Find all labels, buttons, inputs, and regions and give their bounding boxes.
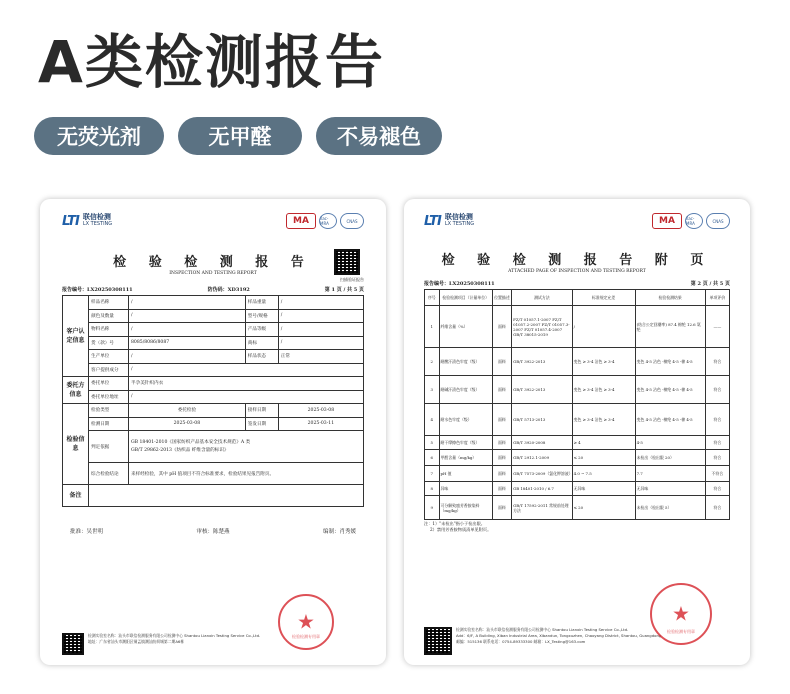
cell-pos: 面料: [492, 466, 511, 482]
footer-line: 检测实验室名称：汕头市联信检测服务有限公司检测中心 Shantou Lianxin Testing Service Co.,Ltd.: [88, 633, 261, 638]
row-label: 签发日期: [245, 417, 278, 431]
cell-method: GB 18401-2010 / 6.7: [512, 482, 573, 496]
row-value: /: [129, 350, 246, 364]
cell-method: GB/T 5713-2013: [512, 404, 573, 436]
cell-method: GB/T 7573-2009（氯化钾溶液）: [512, 466, 573, 482]
cell-std: ≥ 4: [572, 436, 635, 450]
table-row: [63, 390, 364, 404]
cell-std: 4.0 ~ 7.5: [572, 466, 635, 482]
table-row: [63, 363, 364, 377]
report-info-table: [62, 295, 364, 507]
logo-en: LX TESTING: [444, 221, 475, 227]
table-row: [63, 323, 364, 337]
cma-mark-icon: MA: [286, 213, 316, 229]
conclusion-text: 来样经检验，其中 pH 值项目不符合标准要求，检验结果见报告附页。: [129, 463, 364, 485]
row-value: 委托检验: [129, 404, 246, 418]
tag-no-fluorescent: 无荧光剂: [34, 117, 164, 155]
row-value: [129, 431, 364, 463]
table-row: [63, 463, 364, 485]
cell-result: 变色 4-5 沾色 -棉纶 4-5 -棉 4-5: [635, 404, 705, 436]
cell-no: 8: [425, 482, 440, 496]
row-label: 物料名称: [89, 323, 129, 337]
note-line: 2）禁用芳香胺物质清单见附页。: [430, 527, 492, 532]
cell-eval: 符合: [705, 436, 729, 450]
footer-qr-icon: [62, 633, 84, 655]
ilac-mark-icon: ilac-MRA: [319, 213, 337, 229]
cell-std: ≤ 20: [572, 450, 635, 466]
column-header: 检验检测项目（计量单位）: [439, 290, 492, 306]
anti-fake-code: 防伪码：XD3192: [207, 287, 250, 293]
logo-en: LX TESTING: [82, 221, 113, 227]
cell-pos: 面料: [492, 348, 511, 376]
group-entrust: 委托方信息: [63, 377, 89, 404]
qr-code-icon: [334, 249, 360, 275]
row-value: /: [278, 309, 363, 323]
cell-result: 4-5: [635, 436, 705, 450]
cell-method: GB/T 2912.1-2009: [512, 450, 573, 466]
table-header-row: [425, 290, 730, 306]
row-value: 半孕美针织内衣: [129, 377, 364, 391]
page-number: 第 2 页 / 共 5 页: [690, 281, 730, 287]
row-label: 货（款）号: [89, 336, 129, 350]
cell-eval: 符合: [705, 404, 729, 436]
cell-no: 2: [425, 348, 440, 376]
attachment-header: [424, 209, 730, 233]
row-label: 综合检验结论: [89, 463, 129, 485]
cell-result: 无异味: [635, 482, 705, 496]
editor: [323, 527, 356, 535]
column-header: 测试方法: [512, 290, 573, 306]
cnas-mark-icon: CNAS: [706, 213, 730, 229]
company-logo: [62, 214, 112, 229]
column-header: 单项评价: [705, 290, 729, 306]
cell-method: GB/T 3920-2008: [512, 436, 573, 450]
approver-label: 批准：吴世明: [70, 529, 104, 535]
table-row: [63, 417, 364, 431]
reviewer-label: 审核：陈楚燕: [196, 529, 230, 535]
seal-text: 检验检测专用章: [292, 634, 320, 639]
table-row: [425, 482, 730, 496]
basis-line: GB/T 29862-2013《纺织品 纤维含量的标识》: [131, 447, 229, 453]
cell-item: 纤维含量（%）: [439, 306, 492, 348]
row-value: 2025-03-11: [278, 417, 363, 431]
attachment-table: [424, 289, 730, 520]
cell-item: 耐碱汗渍色牢度（级）: [439, 376, 492, 404]
report-number: 报告编号：LX20250308111: [62, 287, 133, 293]
company-logo: [424, 214, 474, 229]
cell-eval: ——: [705, 306, 729, 348]
cell-pos: 面料: [492, 450, 511, 466]
row-label: 接样日期: [245, 404, 278, 418]
cell-method: GB/T 3922-2013: [512, 348, 573, 376]
cell-no: 1: [425, 306, 440, 348]
report-title: 检 验 检 测 报 告: [113, 255, 313, 270]
signature-row: [62, 527, 364, 535]
cell-result: 变色 4-5 沾色 -棉纶 4-5 -棉 4-5: [635, 376, 705, 404]
report-subtitle: INSPECTION AND TESTING REPORT: [169, 271, 257, 276]
attachment-title: 检 验 检 测 报 告 附 页: [441, 253, 713, 268]
seal-text: 检验检测专用章: [667, 629, 695, 634]
cell-pos: 面料: [492, 482, 511, 496]
cell-pos: 面料: [492, 496, 511, 520]
table-row: [63, 404, 364, 418]
basis-line: GB 18401-2010《国家纺织产品基本安全技术规范》A 类: [131, 439, 251, 445]
column-header: 检验检测结果: [635, 290, 705, 306]
report-number: 报告编号：LX20250308111: [424, 281, 495, 287]
row-label: 委托单位地址: [89, 390, 129, 404]
column-header: 位置描述: [492, 290, 511, 306]
official-seal-icon: [650, 583, 712, 645]
table-row: [63, 336, 364, 350]
row-label: 检测日期: [89, 417, 129, 431]
cma-mark-icon: MA: [652, 213, 682, 229]
row-label: 商标: [245, 336, 278, 350]
row-value: /: [278, 296, 363, 310]
reviewer: [196, 527, 229, 535]
table-row: [425, 404, 730, 436]
note-line: 注：1）"未检出"指小于检出限。: [424, 521, 485, 526]
row-label: 生产单位: [89, 350, 129, 364]
footer-line: 邮编：515136 联系电话：0754-89333300 邮箱：LX_Testing@163.com: [456, 639, 586, 644]
row-value: /: [129, 323, 246, 337]
cell-item: pH 值: [439, 466, 492, 482]
table-row: [425, 306, 730, 348]
cell-result: (结合公定回潮率) 87.4 棉纶 12.6 氨纶: [635, 306, 705, 348]
footer-line: Add：6/F, A Building, Xiban Industrial Area, Xibandun, Tongxuzhen, Chaoyang District, Shantou, Guangdong: [456, 633, 662, 638]
footer-line: 检测实验室名称：汕头市联信检测服务有限公司检测中心 Shantou Lianxin Testing Service Co.,Ltd.: [456, 627, 629, 632]
cell-no: 7: [425, 466, 440, 482]
cell-no: 9: [425, 496, 440, 520]
table-notes: [424, 521, 730, 533]
cell-item: 耐干摩擦色牢度（级）: [439, 436, 492, 450]
official-seal-icon: [278, 594, 334, 650]
table-row: [425, 376, 730, 404]
cell-method: FZ/T 01057.1-2007 FZ/T 01057.2-2007 FZ/T 01057.3-2007 FZ/T 01057.4-2007 GB/T 38015-2019: [512, 306, 573, 348]
row-label: 产品等级: [245, 323, 278, 337]
cell-std: ≤ 20: [572, 496, 635, 520]
cell-method: GB/T 3922-2013: [512, 376, 573, 404]
table-row: [425, 348, 730, 376]
group-test: 检验信息: [63, 404, 89, 485]
cell-eval: 符合: [705, 450, 729, 466]
cell-pos: 面料: [492, 404, 511, 436]
cell-item: 甲醛含量（mg/kg）: [439, 450, 492, 466]
row-label: 样品重量: [245, 296, 278, 310]
tag-no-formaldehyde: 无甲醛: [178, 117, 302, 155]
cell-no: 6: [425, 450, 440, 466]
footer-qr-icon: [424, 627, 452, 655]
cell-result: 未检出（检出限 20）: [635, 450, 705, 466]
qr-caption: 扫描验证报告: [340, 277, 364, 282]
cell-item: 异味: [439, 482, 492, 496]
cell-pos: 面料: [492, 376, 511, 404]
cell-result: 变色 4-5 沾色 -棉纶 4-5 -棉 4-5: [635, 348, 705, 376]
page-number: 第 1 页 / 共 5 页: [324, 287, 364, 293]
cell-std: 变色 ≥ 3-4 沾色 ≥ 3-4: [572, 376, 635, 404]
row-label: 检验类型: [89, 404, 129, 418]
cell-eval: 符合: [705, 376, 729, 404]
table-row: [425, 496, 730, 520]
approver: [70, 527, 103, 535]
cell-eval: 不符合: [705, 466, 729, 482]
remark-value: [89, 485, 364, 507]
table-row: [63, 309, 364, 323]
table-row: [425, 466, 730, 482]
table-row: [63, 377, 364, 391]
cell-pos: 面料: [492, 306, 511, 348]
report-card-main: [40, 199, 386, 665]
cell-pos: 面料: [492, 436, 511, 450]
cell-no: 5: [425, 436, 440, 450]
row-label: 客户提供成分: [89, 363, 129, 377]
report-meta: [62, 286, 364, 293]
cert-marks: [652, 213, 730, 229]
table-row: [425, 436, 730, 450]
cert-marks: [286, 213, 364, 229]
ilac-mark-icon: ilac-MRA: [685, 213, 703, 229]
row-label: 判定依据: [89, 431, 129, 463]
row-value: /: [129, 296, 246, 310]
table-row: [63, 485, 364, 507]
cnas-mark-icon: CNAS: [340, 213, 364, 229]
table-row: [425, 450, 730, 466]
cell-std: 变色 ≥ 3-4 沾色 ≥ 3-4: [572, 348, 635, 376]
row-value: /: [129, 309, 246, 323]
logo-cn: 联信检测: [444, 213, 473, 221]
row-value: 8085/8086/8087: [129, 336, 246, 350]
tag-colorfast: 不易褪色: [316, 117, 442, 155]
cell-no: 4: [425, 404, 440, 436]
table-row: [63, 350, 364, 364]
cell-item: 耐酸汗渍色牢度（级）: [439, 348, 492, 376]
cell-std: /: [572, 306, 635, 348]
logo-cn: 联信检测: [82, 213, 111, 221]
logo-mark: LTI: [424, 213, 441, 229]
cell-method: GB/T 17592-2011 常规前处理方法: [512, 496, 573, 520]
row-label: 委托单位: [89, 377, 129, 391]
column-header: 序号: [425, 290, 440, 306]
cell-eval: 符合: [705, 348, 729, 376]
footer-line: 地址：广东省汕头市潮阳区铜盂镇潮汕纺织城第二期A6栋: [88, 639, 185, 644]
row-label: 样品状态: [245, 350, 278, 364]
attachment-meta: [424, 280, 730, 287]
cell-item: 可分解致癌芳香胺染料（mg/kg）: [439, 496, 492, 520]
row-value: 2025-03-08: [129, 417, 246, 431]
row-value: 正常: [278, 350, 363, 364]
row-value: /: [278, 323, 363, 337]
column-header: 标准规定允差: [572, 290, 635, 306]
row-value: /: [129, 390, 364, 404]
logo-mark: LTI: [62, 213, 79, 229]
row-value: /: [278, 336, 363, 350]
cell-item: 耐水色牢度（级）: [439, 404, 492, 436]
feature-tags: [34, 117, 442, 155]
editor-label: 编制：肖秀媛: [322, 529, 356, 535]
row-label: 样品名称: [89, 296, 129, 310]
cell-eval: 符合: [705, 482, 729, 496]
group-remark: 备注: [63, 485, 89, 507]
row-value: /: [129, 363, 364, 377]
cell-eval: 符合: [705, 496, 729, 520]
group-client: 客户认定信息: [63, 296, 89, 377]
report-header: [62, 209, 364, 233]
row-value: 2025-03-08: [278, 404, 363, 418]
attachment-subtitle: ATTACHED PAGE OF INSPECTION AND TESTING REPORT: [508, 269, 646, 274]
cell-result: 7.7: [635, 466, 705, 482]
row-label: 颜色及数量: [89, 309, 129, 323]
report-card-attachment: [404, 199, 750, 665]
table-row: [63, 296, 364, 310]
page-title: A类检测报告: [38, 28, 385, 96]
cell-result: 未检出（检出限 5）: [635, 496, 705, 520]
cell-std: 无异味: [572, 482, 635, 496]
table-row: [63, 431, 364, 463]
cell-no: 3: [425, 376, 440, 404]
row-label: 型号/规格: [245, 309, 278, 323]
cell-std: 变色 ≥ 3-4 沾色 ≥ 3-4: [572, 404, 635, 436]
